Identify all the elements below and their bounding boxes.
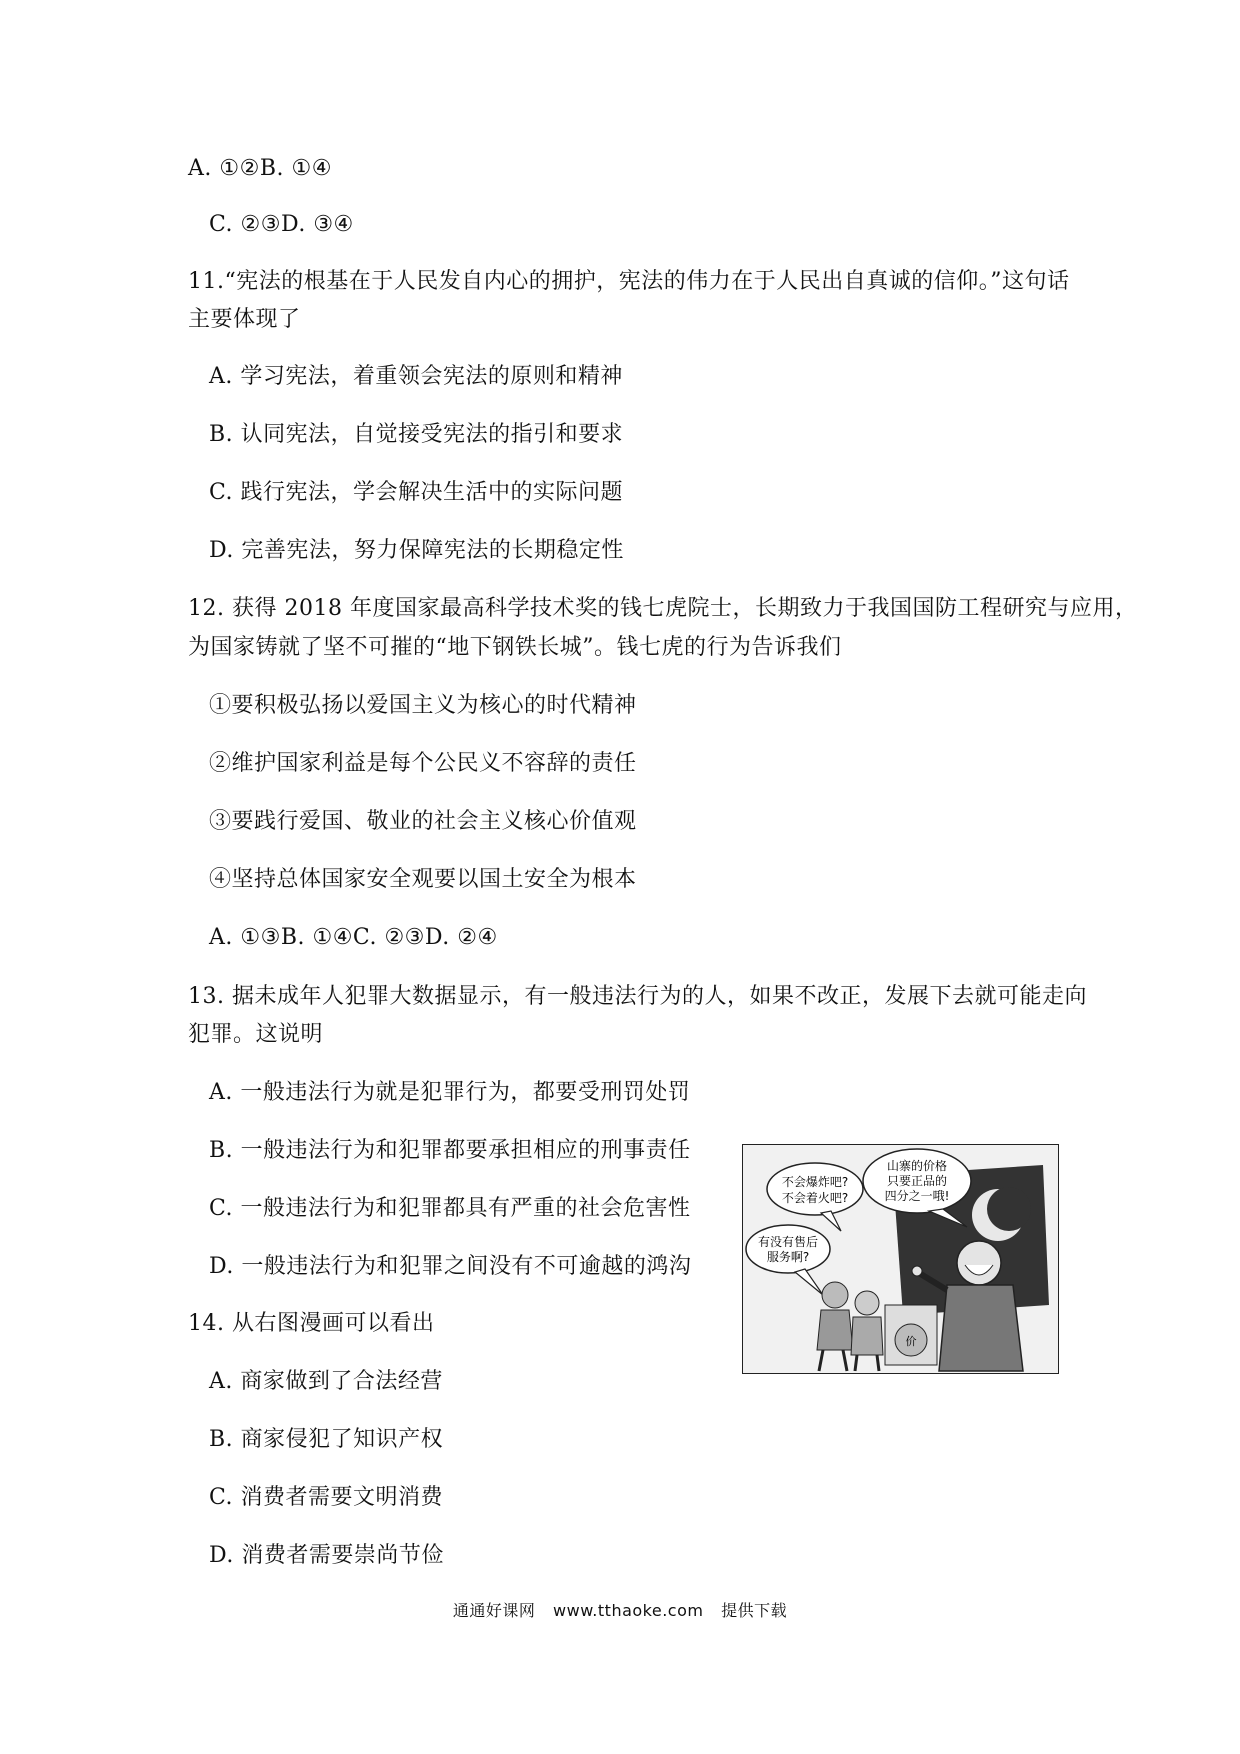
q12-stem-line2: 为国家铸就了坚不可摧的“地下钢铁长城”。钱七虎的行为告诉我们 — [188, 635, 842, 660]
page-footer — [0, 1598, 1240, 1621]
footer-suffix: 提供下载 — [721, 1601, 788, 1620]
q11-option-d: D. 完善宪法，努力保障宪法的长期稳定性 — [209, 538, 624, 563]
q14-option-b: B. 商家侵犯了知识产权 — [209, 1427, 444, 1452]
q14-stem: 14. 从右图漫画可以看出 — [188, 1311, 435, 1336]
bubble-bottom-line2: 服务啊? — [766, 1250, 810, 1264]
bubble-right-line1: 山寨的价格 — [886, 1159, 948, 1173]
q14-option-c: C. 消费者需要文明消费 — [209, 1485, 444, 1510]
speech-bubble-left — [767, 1163, 863, 1215]
q11-option-b: B. 认同宪法，自觉接受宪法的指引和要求 — [209, 422, 624, 447]
q12-statement-4: ④坚持总体国家安全观要以国土安全为根本 — [209, 867, 637, 892]
bubble-left-line1: 不会爆炸吧? — [781, 1175, 849, 1189]
bubble-right-line3: 四分之一哦! — [884, 1189, 950, 1203]
bubble-right-line2: 只要正品的 — [886, 1174, 948, 1188]
q13-option-d: D. 一般违法行为和犯罪之间没有不可逾越的鸿沟 — [209, 1254, 692, 1279]
q13-option-b: B. 一般违法行为和犯罪都要承担相应的刑事责任 — [209, 1138, 691, 1163]
q12-statement-3: ③要践行爱国、敬业的社会主义核心价值观 — [209, 809, 637, 834]
q10-options-cd: C. ②③D. ③④ — [209, 212, 354, 237]
q13-option-a: A. 一般违法行为就是犯罪行为，都要受刑罚处罚 — [209, 1080, 691, 1105]
q14-option-a: A. 商家做到了合法经营 — [209, 1369, 443, 1394]
q11-stem-line1: 11.“宪法的根基在于人民发自内心的拥护，宪法的伟力在于人民出自真诚的信仰。”这句话 — [188, 269, 1070, 294]
bubble-bottom-line1: 有没有售后 — [757, 1235, 819, 1249]
speech-bubble-bottom — [746, 1225, 830, 1273]
q12-stem-line1: 12. 获得 2018 年度国家最高科学技术奖的钱七虎院士，长期致力于我国国防工程研究与应用， — [188, 596, 1138, 621]
q13-stem-line1: 13. 据未成年人犯罪大数据显示，有一般违法行为的人，如果不改正，发展下去就可能走向 — [188, 984, 1087, 1009]
q11-option-a: A. 学习宪法，着重领会宪法的原则和精神 — [209, 364, 623, 389]
q10-options-ab: A. ①②B. ①④ — [188, 156, 332, 181]
q14-option-d: D. 消费者需要崇尚节俭 — [209, 1543, 444, 1568]
q13-stem-line2: 犯罪。这说明 — [188, 1022, 324, 1047]
footer-site-name: 通通好课网 — [452, 1601, 536, 1620]
appliance-sign-text: 价 — [905, 1335, 917, 1348]
footer-url[interactable]: www.tthaoke.com — [553, 1601, 704, 1620]
cartoon-illustration — [742, 1144, 1059, 1374]
q12-statement-2: ②维护国家利益是每个公民义不容辞的责任 — [209, 751, 637, 776]
bubble-left-line2: 不会着火吧? — [781, 1191, 849, 1205]
q11-option-c: C. 践行宪法，学会解决生活中的实际问题 — [209, 480, 624, 505]
q11-stem-line2: 主要体现了 — [188, 307, 301, 332]
cartoon-drawing — [743, 1145, 1058, 1373]
q13-option-c: C. 一般违法行为和犯罪都具有严重的社会危害性 — [209, 1196, 691, 1221]
q12-statement-1: ①要积极弘扬以爱国主义为核心的时代精神 — [209, 693, 637, 718]
appliance-shape — [885, 1305, 937, 1365]
q12-options: A. ①③B. ①④C. ②③D. ②④ — [209, 925, 498, 950]
